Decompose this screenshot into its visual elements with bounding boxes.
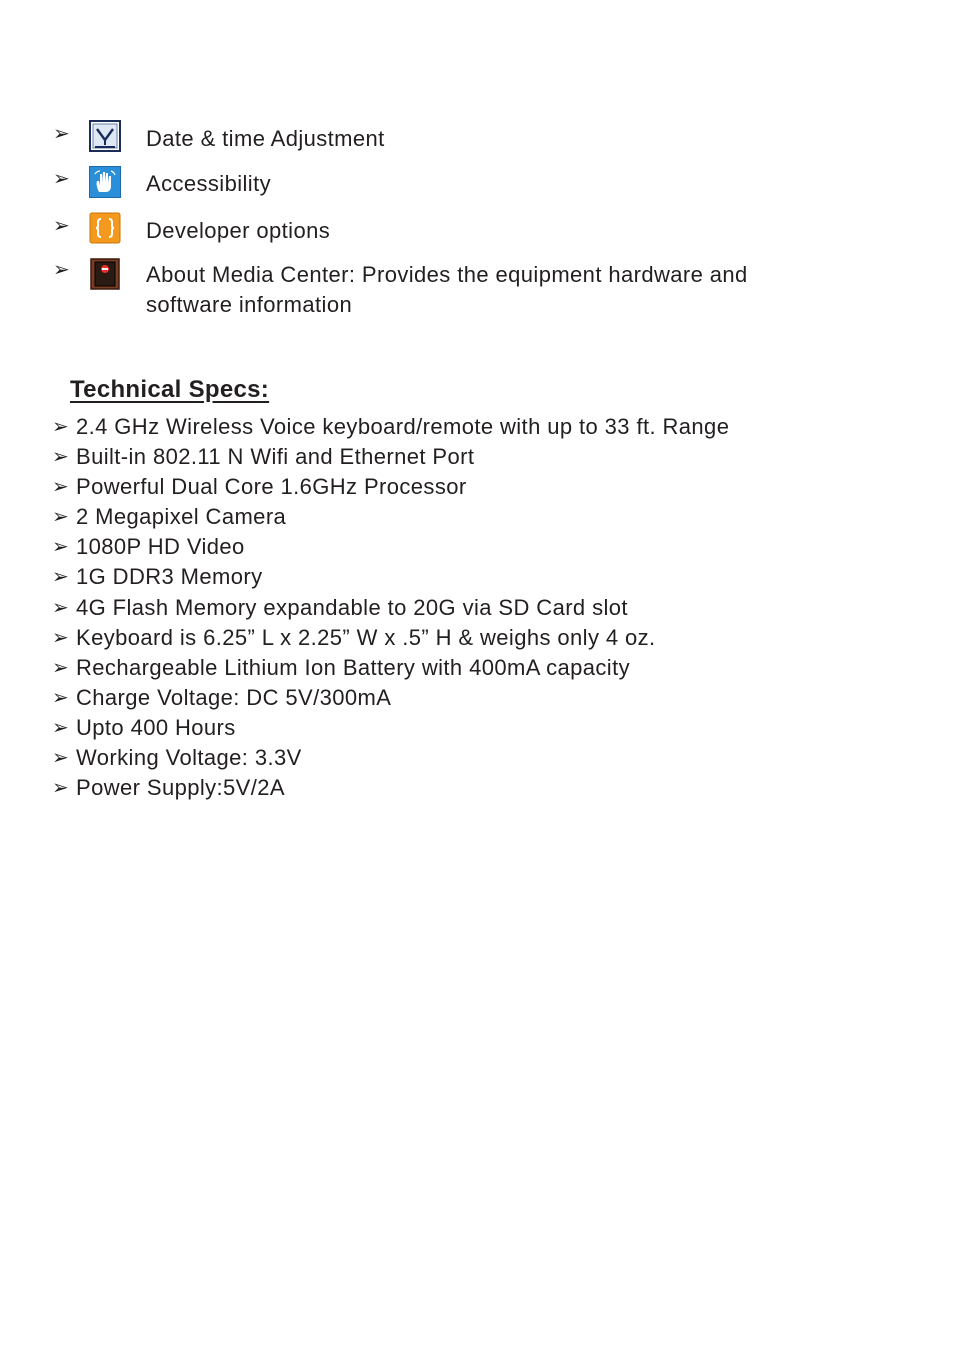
bullet-arrow-icon: ➢: [52, 566, 70, 589]
spec-item-text: 4G Flash Memory expandable to 20G via SD Card slot: [76, 594, 628, 620]
bullet-arrow-icon: ➢: [52, 777, 70, 800]
spec-item-text: 2.4 GHz Wireless Voice keyboard/remote with up to 33 ft. Range: [76, 414, 730, 439]
bullet-arrow-icon: ➢: [52, 416, 70, 438]
spec-item-text: Upto 400 Hours: [76, 714, 236, 740]
bullet-arrow-icon: ➢: [52, 446, 70, 469]
spec-item: [52, 743, 729, 773]
spec-list: [52, 412, 729, 803]
date-time-icon: [89, 120, 121, 152]
spec-item-text: Built-in 802.11 N Wifi and Ethernet Port: [76, 444, 475, 470]
bullet-arrow-icon: ➢: [52, 626, 70, 649]
spec-item-text: 1080P HD Video: [76, 534, 245, 560]
specs-heading: Technical Specs:: [70, 376, 270, 403]
menu-item-label: Developer options: [146, 218, 331, 243]
spec-item-text: Power Supply:5V/2A: [76, 775, 285, 801]
bullet-arrow-icon: ➢: [52, 506, 70, 529]
about-device-icon: [89, 258, 121, 290]
accessibility-hand-icon: [89, 166, 121, 198]
spec-item: [52, 713, 729, 743]
bullet-arrow-icon: ➢: [52, 536, 70, 559]
spec-item: [52, 412, 729, 442]
spec-item: [52, 773, 729, 803]
bullet-arrow-icon: ➢: [52, 747, 70, 770]
bullet-arrow-icon: ➢: [52, 476, 70, 499]
spec-item: [52, 532, 729, 562]
bullet-arrow-icon: ➢: [53, 123, 70, 145]
bullet-arrow-icon: ➢: [53, 259, 70, 281]
spec-item: [52, 562, 729, 592]
spec-item: [52, 623, 729, 653]
bullet-arrow-icon: ➢: [53, 215, 70, 237]
bullet-arrow-icon: ➢: [53, 168, 70, 190]
spec-item-text: Rechargeable Lithium Ion Battery with 400mA capacity: [76, 654, 630, 680]
menu-item-label: Accessibility: [146, 171, 272, 196]
bullet-arrow-icon: ➢: [52, 656, 70, 679]
spec-item-text: Powerful Dual Core 1.6GHz Processor: [76, 474, 467, 500]
spec-item-text: Keyboard is 6.25” L x 2.25” W x .5” H & weighs only 4 oz.: [76, 624, 656, 650]
spec-item: [52, 502, 729, 532]
spec-item: [52, 593, 729, 623]
spec-item-text: Charge Voltage: DC 5V/300mA: [76, 684, 392, 710]
spec-item: [52, 683, 729, 713]
menu-item-label: About Media Center: Provides the equipment hardware and software information: [146, 262, 748, 317]
spec-item: [52, 472, 729, 502]
spec-item-text: 2 Megapixel Camera: [76, 504, 287, 530]
bullet-arrow-icon: ➢: [52, 716, 70, 739]
developer-braces-icon: [89, 212, 121, 244]
spec-item: [52, 653, 729, 683]
spec-item: [52, 442, 729, 472]
spec-item-text: 1G DDR3 Memory: [76, 564, 263, 590]
bullet-arrow-icon: ➢: [52, 596, 70, 619]
menu-item-label: Date & time Adjustment: [146, 126, 385, 151]
spec-item-text: Working Voltage: 3.3V: [76, 745, 302, 771]
bullet-arrow-icon: ➢: [52, 686, 70, 709]
